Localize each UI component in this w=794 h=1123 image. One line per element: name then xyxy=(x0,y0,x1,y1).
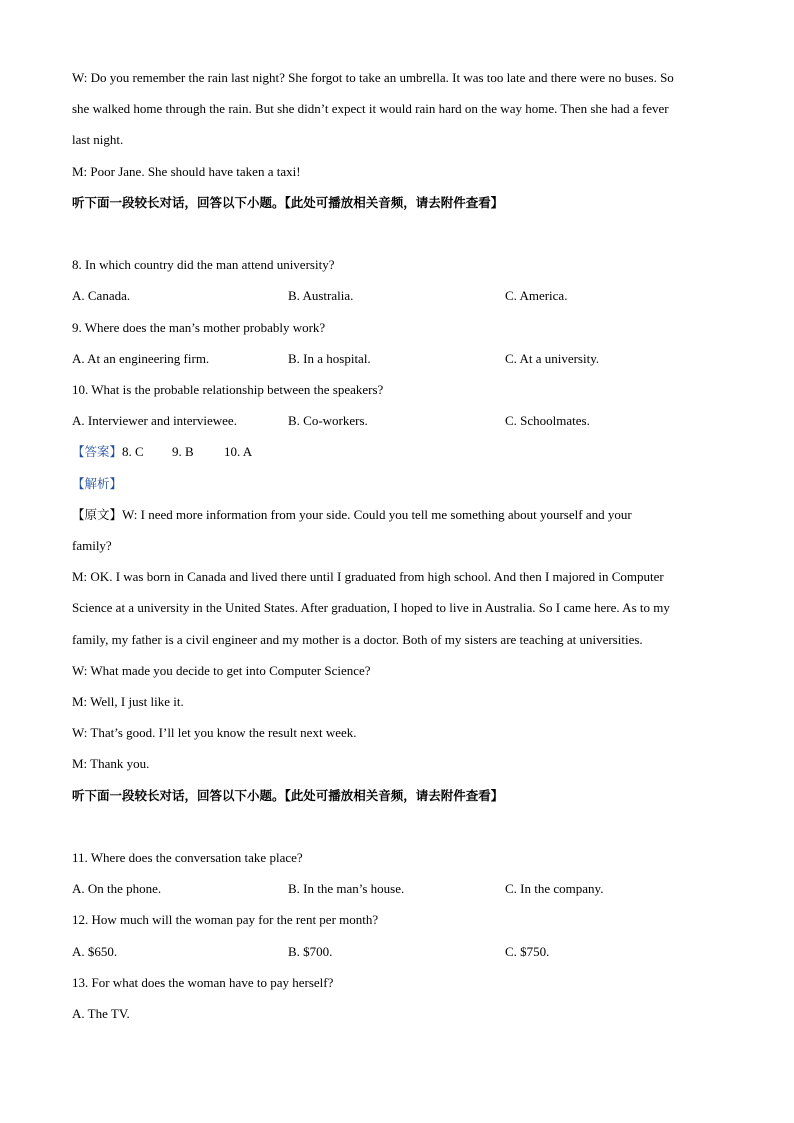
options-11 xyxy=(72,873,732,904)
options-12 xyxy=(72,936,732,967)
option-a: A. At an engineering firm. xyxy=(72,350,210,366)
options-9 xyxy=(72,343,732,374)
question-11: 11. Where does the conversation take place? xyxy=(72,850,303,866)
option-c: C. $750. xyxy=(505,943,550,959)
option-b: B. Co-workers. xyxy=(288,413,368,429)
question-10: 10. What is the probable relationship between the speakers? xyxy=(72,382,384,398)
answer-9: 9. B xyxy=(172,444,194,460)
transcript-line: W: What made you decide to get into Computer Science? xyxy=(72,662,371,678)
spacer xyxy=(72,218,732,249)
answer-line xyxy=(72,436,732,467)
listening-instruction: 听下面一段较长对话，回答以下小题。【此处可播放相关音频，请去附件查看】 xyxy=(72,787,504,803)
dialog-line: she walked home through the rain. But she didn’t expect it would rain hard on the way home. Then she had a fever xyxy=(72,101,669,117)
option-b: B. Australia. xyxy=(288,288,354,304)
question-9: 9. Where does the man’s mother probably work? xyxy=(72,319,326,335)
option-a: A. $650. xyxy=(72,943,118,959)
answer-10: 10. A xyxy=(224,444,253,460)
transcript-line: M: OK. I was born in Canada and lived there until I graduated from high school. And then I majored in Computer xyxy=(72,569,664,585)
option-b: B. In a hospital. xyxy=(288,350,371,366)
answer-8: 8. C xyxy=(122,444,144,460)
options-10 xyxy=(72,405,732,436)
dialog-line: last night. xyxy=(72,132,124,148)
transcript-tag: 【原文】 xyxy=(72,506,123,522)
analysis-line xyxy=(72,468,732,499)
transcript-line: M: Thank you. xyxy=(72,756,150,772)
option-a: A. The TV. xyxy=(72,1006,130,1022)
option-a: A. On the phone. xyxy=(72,881,162,897)
option-a: A. Interviewer and interviewee. xyxy=(72,413,237,429)
answer-tag: 【答案】 xyxy=(72,444,123,460)
option-a: A. Canada. xyxy=(72,288,131,304)
dialog-line: M: Poor Jane. She should have taken a taxi! xyxy=(72,163,301,179)
document-page xyxy=(72,62,732,1029)
options-8 xyxy=(72,280,732,311)
option-b: B. $700. xyxy=(288,943,333,959)
transcript-text: W: I need more information from your side. Could you tell me something about yourself and your xyxy=(122,506,632,522)
transcript-line: M: Well, I just like it. xyxy=(72,694,184,710)
option-c: C. At a university. xyxy=(505,350,600,366)
options-13 xyxy=(72,998,732,1029)
question-13: 13. For what does the woman have to pay herself? xyxy=(72,974,334,990)
question-12: 12. How much will the woman pay for the rent per month? xyxy=(72,912,379,928)
transcript-line: W: That’s good. I’ll let you know the result next week. xyxy=(72,725,357,741)
listening-instruction: 听下面一段较长对话，回答以下小题。【此处可播放相关音频，请去附件查看】 xyxy=(72,194,504,210)
transcript-line: family, my father is a civil engineer and my mother is a doctor. Both of my sisters are teaching at universities. xyxy=(72,631,643,647)
dialog-line: W: Do you remember the rain last night? She forgot to take an umbrella. It was too late and there were no buses. So xyxy=(72,70,674,85)
transcript-line: family? xyxy=(72,538,112,554)
option-c: C. America. xyxy=(505,288,568,304)
option-c: C. Schoolmates. xyxy=(505,413,590,429)
option-b: B. In the man’s house. xyxy=(288,881,405,897)
analysis-tag: 【解析】 xyxy=(72,475,123,491)
spacer xyxy=(72,811,732,842)
transcript-line: Science at a university in the United States. After graduation, I hoped to live in Australia. So I came here. As to my xyxy=(72,600,670,616)
transcript-line xyxy=(72,499,732,530)
question-8: 8. In which country did the man attend university? xyxy=(72,257,335,273)
option-c: C. In the company. xyxy=(505,881,604,897)
